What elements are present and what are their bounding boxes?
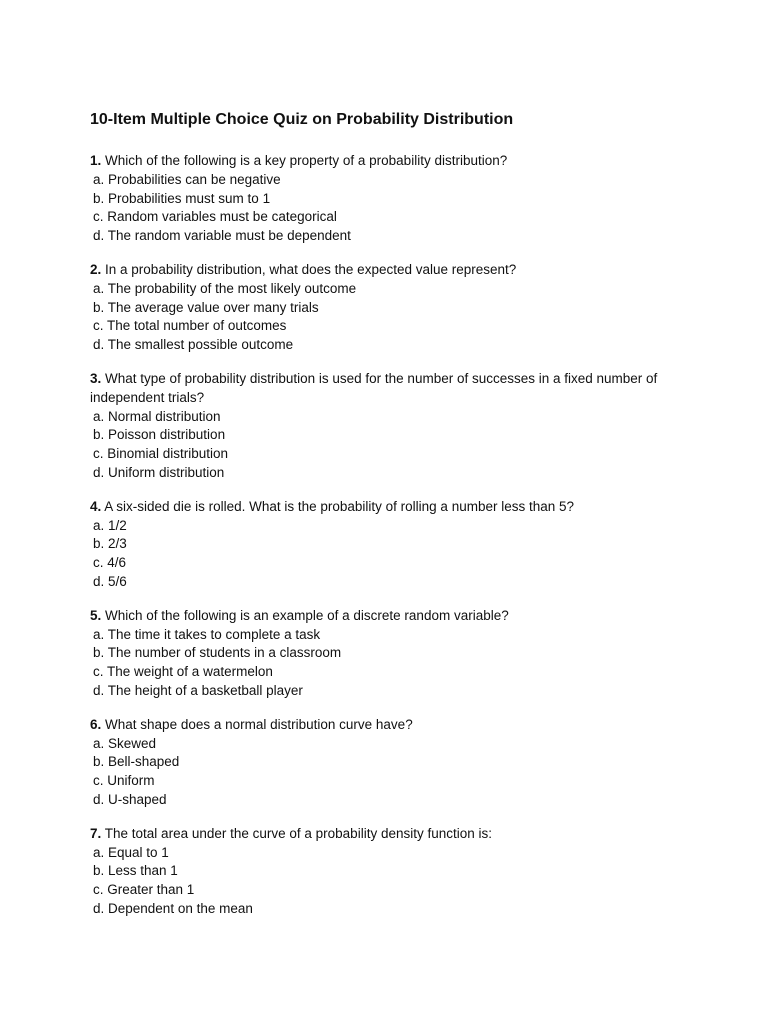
answer-choice: a. Probabilities can be negative — [93, 171, 281, 187]
question-number: 6. — [90, 716, 102, 732]
answer-choice: c. Random variables must be categorical — [93, 209, 337, 225]
question-stem — [90, 261, 690, 280]
question-number: 4. — [90, 498, 102, 514]
question-5 — [90, 607, 690, 701]
question-2 — [90, 261, 690, 355]
answer-choice: b. Poisson distribution — [93, 427, 226, 443]
answer-choice: b. Less than 1 — [93, 863, 178, 879]
question-text: What type of probability distribution is used for the number of successes in a fixed number of independent trials? — [90, 370, 658, 405]
answer-choice: c. The weight of a watermelon — [93, 664, 273, 680]
answer-choice: c. 4/6 — [93, 555, 127, 571]
question-stem — [90, 825, 690, 844]
question-number: 5. — [90, 607, 102, 623]
question-stem — [90, 370, 690, 408]
answer-choice: a. 1/2 — [93, 517, 127, 533]
question-stem — [90, 152, 690, 171]
answer-choice: d. Dependent on the mean — [93, 900, 253, 916]
question-number: 7. — [90, 825, 102, 841]
document-content — [90, 108, 690, 934]
question-3 — [90, 370, 690, 483]
question-text: The total area under the curve of a probability density function is: — [104, 825, 493, 841]
answer-choice: d. Uniform distribution — [93, 464, 225, 480]
question-stem — [90, 607, 690, 626]
question-text: In a probability distribution, what does the expected value represent? — [105, 261, 517, 277]
answer-choice: a. Normal distribution — [93, 408, 221, 424]
question-7 — [90, 825, 690, 919]
question-1 — [90, 152, 690, 246]
answer-choice: a. Skewed — [93, 735, 157, 751]
answer-choice: d. The random variable must be dependent — [93, 228, 351, 244]
answer-choice: b. Probabilities must sum to 1 — [93, 190, 271, 206]
answer-choice: c. The total number of outcomes — [93, 318, 287, 334]
question-text: What shape does a normal distribution curve have? — [105, 716, 413, 732]
question-6 — [90, 716, 690, 810]
question-text: Which of the following is a key property of a probability distribution? — [105, 153, 508, 168]
question-number: 2. — [90, 261, 102, 277]
answer-choice: d. The smallest possible outcome — [93, 337, 294, 353]
answer-choice: a. The time it takes to complete a task — [93, 626, 321, 642]
answer-choice: c. Greater than 1 — [93, 882, 195, 898]
answer-choice: b. Bell-shaped — [93, 754, 180, 770]
question-text: A six-sided die is rolled. What is the probability of rolling a number less than 5? — [104, 498, 575, 514]
answer-choice: d. 5/6 — [93, 573, 127, 589]
question-4 — [90, 498, 690, 592]
question-stem — [90, 498, 690, 517]
question-stem — [90, 716, 690, 735]
page-title: 10-Item Multiple Choice Quiz on Probability Distribution — [90, 111, 514, 128]
answer-choice: a. The probability of the most likely outcome — [93, 280, 357, 296]
answer-choice: d. The height of a basketball player — [93, 682, 303, 698]
answer-choice: b. The number of students in a classroom — [93, 645, 342, 661]
question-number: 1. — [90, 153, 102, 168]
answer-choice: d. U-shaped — [93, 791, 167, 807]
answer-choice: b. The average value over many trials — [93, 299, 319, 315]
answer-choice: c. Binomial distribution — [93, 446, 229, 462]
question-number: 3. — [90, 370, 102, 386]
answer-choice: a. Equal to 1 — [93, 844, 169, 860]
answer-choice: b. 2/3 — [93, 536, 127, 552]
answer-choice: c. Uniform — [93, 773, 155, 789]
question-text: Which of the following is an example of a discrete random variable? — [105, 607, 509, 623]
